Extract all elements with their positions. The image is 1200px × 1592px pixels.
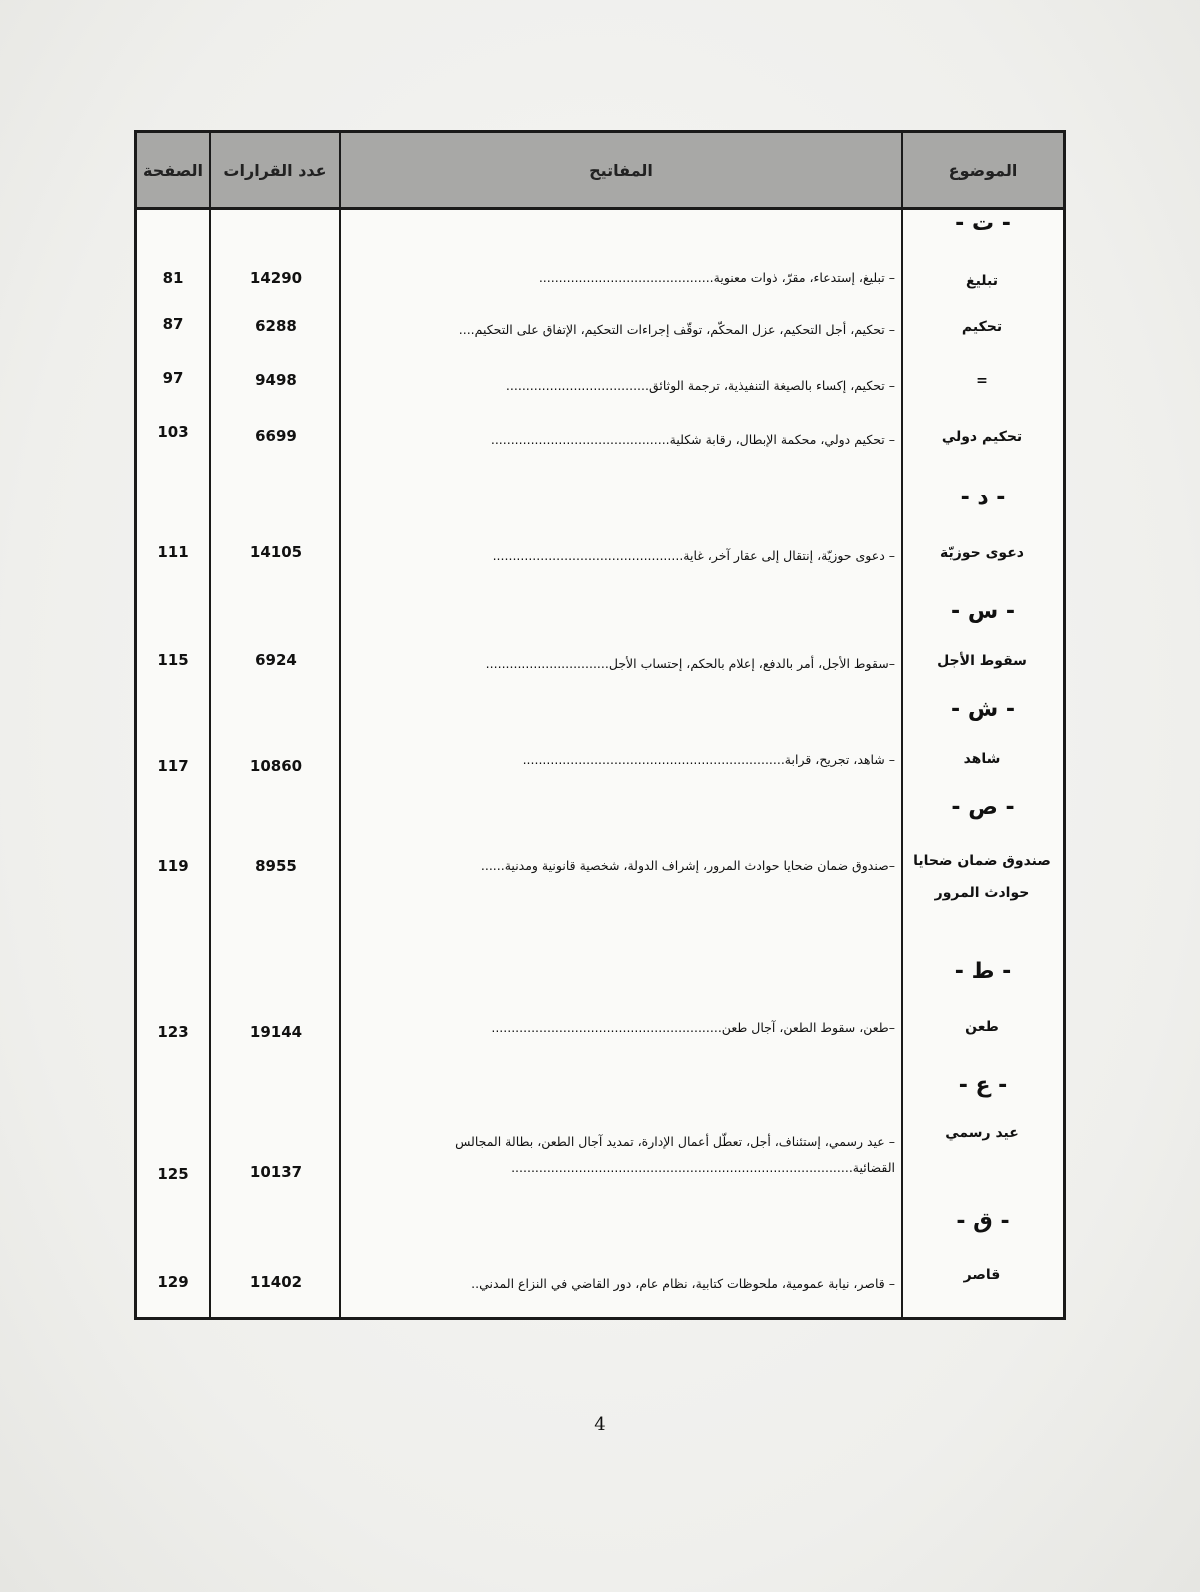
row-decision-number: 6924 <box>255 651 297 669</box>
section-letter: - د - <box>960 485 1006 510</box>
header-page: الصفحة <box>143 160 204 180</box>
row-decision-number: 19144 <box>249 1023 303 1041</box>
column-divider <box>209 133 211 1317</box>
row-decision-number: 11402 <box>249 1273 303 1291</box>
row-topic: عيد رسمي <box>945 1125 1019 1141</box>
row-topic: تبليغ <box>966 273 998 289</box>
row-keywords: – تحكيم، أجل التحكيم، عزل المحكّم، توقّف إجراءات التحكيم، الإتفاق على التحكيم.... <box>458 322 895 337</box>
row-decision-number: 14290 <box>249 269 303 287</box>
row-keywords: –صندوق ضمان ضحايا حوادث المرور، إشراف الدولة، شخصية قانونية ومدنية...... <box>480 858 895 873</box>
row-page: 111 <box>157 543 189 561</box>
row-page: 81 <box>162 269 184 287</box>
row-topic: = <box>976 373 988 389</box>
row-keywords: – عيد رسمي، إستئناف، أجل، تعطّل أعمال الإدارة، تمديد آجال الطعن، بطالة المجالس القضائية...................................................................................... <box>455 1134 895 1175</box>
row-keywords: –طعن، سقوط الطعن، آجال طعن.......................................................... <box>491 1020 895 1035</box>
row-page: 115 <box>157 651 189 669</box>
row-topic: طعن <box>965 1019 999 1035</box>
row-topic: سقوط الأجل <box>937 653 1027 669</box>
row-topic: شاهد <box>963 751 1001 767</box>
column-divider <box>901 133 903 1317</box>
row-decision-number: 6699 <box>255 427 297 445</box>
row-keywords: – شاهد، تجريح، قرابة.................................................................. <box>522 752 895 767</box>
section-letter: - ط - <box>954 959 1012 984</box>
row-decision-number: 9498 <box>255 371 297 389</box>
section-letter: - ق - <box>956 1209 1010 1234</box>
row-decision-number: 10860 <box>249 757 303 775</box>
row-page: 123 <box>157 1023 189 1041</box>
row-keywords: – تبليغ، إستدعاء، مقرّ، ذوات معنوية............................................ <box>538 270 895 285</box>
row-keywords: – تحكيم، إكساء بالصيغة التنفيذية، ترجمة الوثائق.................................... <box>505 378 895 393</box>
row-topic: تحكيم دولي <box>941 429 1023 445</box>
row-page: 119 <box>157 857 189 875</box>
row-page: 87 <box>162 315 184 333</box>
index-table <box>134 130 1066 1320</box>
section-letter: - س - <box>951 599 1015 624</box>
row-page: 97 <box>162 369 184 387</box>
header-keywords: المفاتيح <box>589 160 653 180</box>
row-keywords: – قاصر، نيابة عمومية، ملحوظات كتابية، نظام عام، دور القاضي في النزاع المدني.. <box>471 1276 895 1291</box>
row-keywords: – دعوى حوزيّة، إنتقال إلى عقار آخر، غاية................................................ <box>492 548 895 563</box>
row-decision-number: 6288 <box>255 317 297 335</box>
row-decision-number: 14105 <box>249 543 303 561</box>
row-page: 117 <box>157 757 189 775</box>
row-page: 129 <box>157 1273 189 1291</box>
row-keywords: –سقوط الأجل، أمر بالدفع، إعلام بالحكم، إحتساب الأجل............................... <box>485 656 895 671</box>
row-topic: دعوى حوزيّة <box>940 545 1024 561</box>
row-keywords: – تحكيم دولي، محكمة الإبطال، رقابة شكلية............................................. <box>490 432 895 447</box>
section-letter: - ش - <box>951 697 1015 722</box>
row-decision-number: 8955 <box>255 857 297 875</box>
section-letter: - ت - <box>955 211 1011 236</box>
row-page: 103 <box>157 423 189 441</box>
row-topic: تحكيم <box>961 319 1003 335</box>
column-divider <box>339 133 341 1317</box>
row-page: 125 <box>157 1165 189 1183</box>
row-topic: صندوق ضمان ضحايا حوادث المرور <box>913 853 1051 901</box>
row-topic: قاصر <box>963 1267 1001 1283</box>
section-letter: - ع - <box>958 1073 1008 1098</box>
row-decision-number: 10137 <box>249 1163 303 1181</box>
header-decision-number: عدد القرارات <box>223 160 327 180</box>
page-number: 4 <box>594 1414 606 1435</box>
header-topic: الموضوع <box>948 160 1018 180</box>
section-letter: - ص - <box>951 795 1015 820</box>
